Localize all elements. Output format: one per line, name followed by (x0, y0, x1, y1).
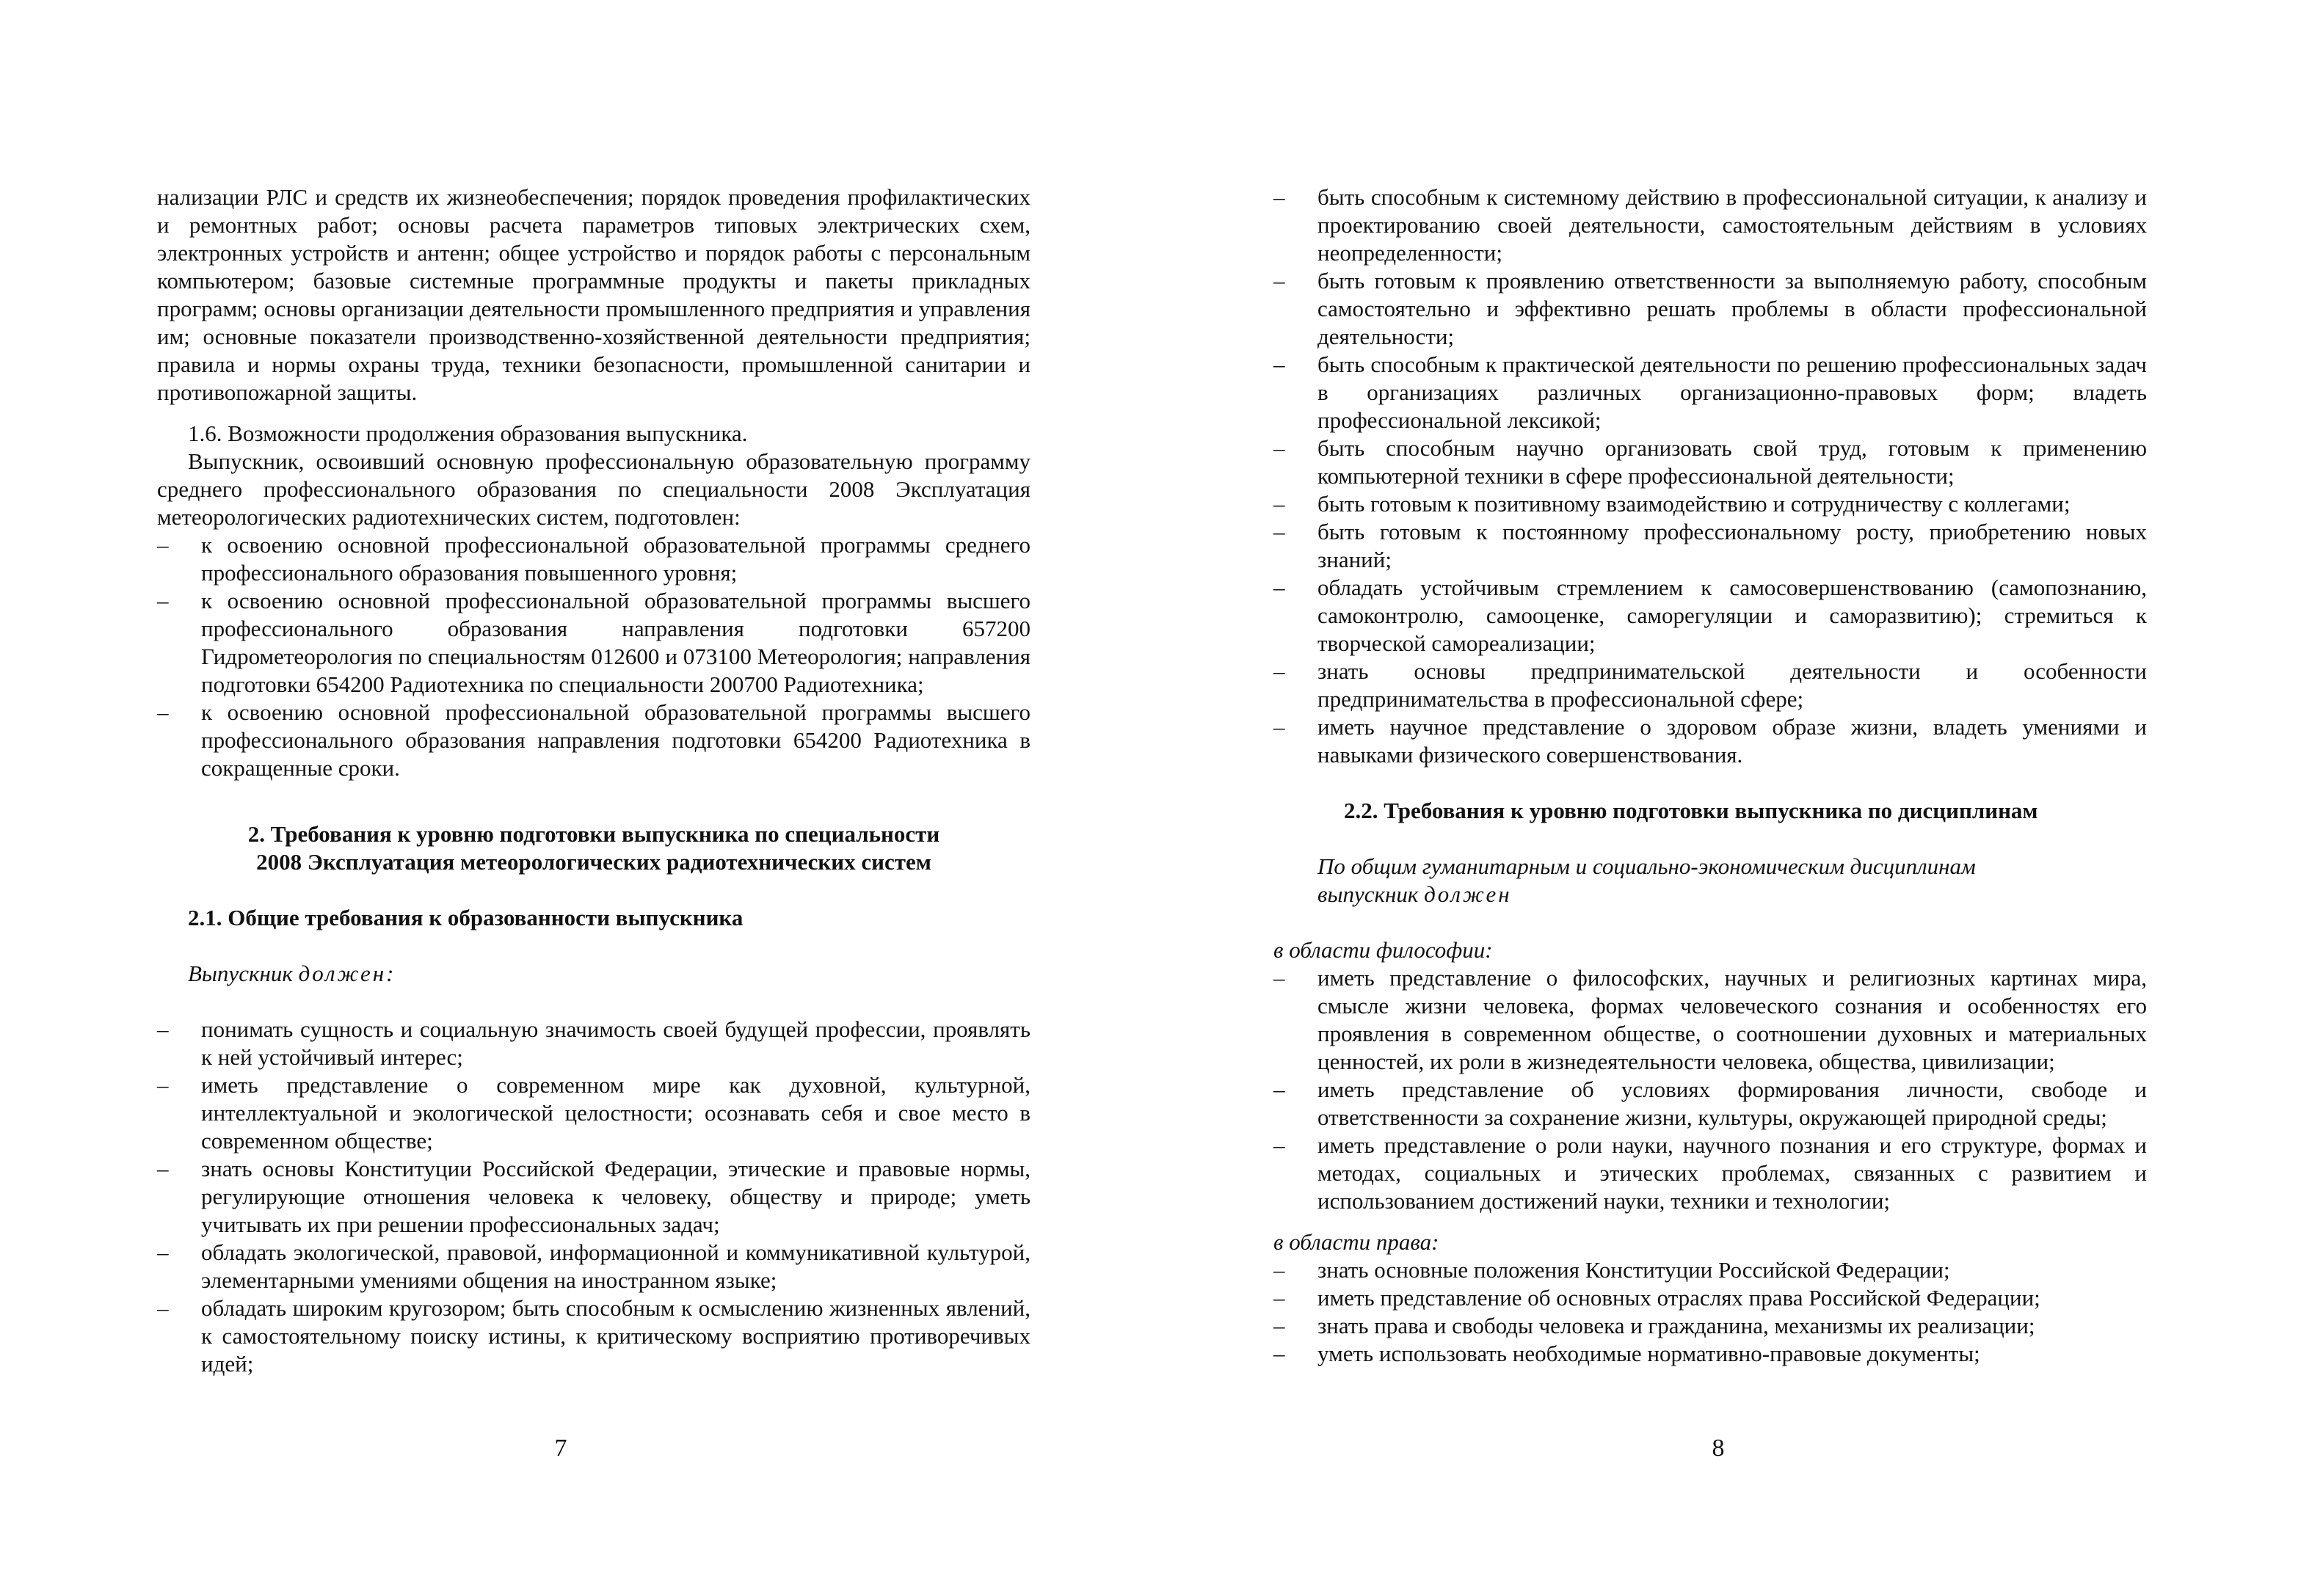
dash-bullet: – (1273, 1313, 1285, 1338)
list-item-text: быть готовым к позитивному взаимодействию и сотрудничеству с коллегами; (1317, 491, 2071, 517)
list-item (1273, 351, 2147, 434)
list-item (1273, 267, 2147, 351)
list-item (1273, 1312, 2147, 1340)
right-text-column (1273, 183, 2147, 1368)
list-item-text: иметь представление о философских, научных и религиозных картинах мира, смысле жизни человека, формах человеческого сознания и особенностях его проявления в современном обществе, о соотношении духовных и материальных ценностей, их роли в жизнедеятельности человека, общества, цивилизации; (1317, 965, 2147, 1074)
law-label: в области права: (1273, 1229, 1439, 1255)
dash-bullet: – (157, 699, 169, 725)
list-item-text: быть готовым к проявлению ответственности за выполняемую работу, способным самостоятельно и эффективно решать проблемы в области профессиональной деятельности; (1317, 268, 2147, 349)
philosophy-label: в области философии: (1273, 937, 1493, 963)
dash-bullet: – (1273, 351, 1285, 377)
dash-bullet: – (1273, 1257, 1285, 1283)
list-item (1273, 964, 2147, 1076)
list-item (1273, 518, 2147, 574)
list-item-text: иметь представление об условиях формирования личности, свободе и ответственности за сохранение жизни, культуры, окружающей природной среды; (1317, 1076, 2147, 1130)
list-item (1273, 1132, 2147, 1215)
dash-bullet: – (157, 588, 169, 613)
list-item (1273, 713, 2147, 769)
section-2-2-title: 2.2. Требования к уровню подготовки выпускника по дисциплинам (1344, 798, 2038, 823)
list-item-text: обладать устойчивым стремлением к самосовершенствованию (самопознанию, самоконтролю, самооценке, саморегуляции и саморазвитию); стремиться к творческой самореализации; (1317, 575, 2147, 656)
dash-bullet: – (1273, 1341, 1285, 1366)
list-item-text: знать основы предпринимательской деятельности и особенности предпринимательства в профессиональной сфере; (1317, 658, 2147, 712)
list-item-text: иметь представление о современном мире как духовной, культурной, интеллектуальной и экологической целостности; осознавать себя и свое место в современном обществе; (201, 1072, 1030, 1154)
page-number-right: 8 (1712, 1435, 1725, 1462)
list-item-text: быть готовым к постоянному профессиональному росту, приобретению новых знаний; (1317, 519, 2147, 572)
dash-bullet: – (1273, 965, 1285, 991)
dash-bullet: – (1273, 575, 1285, 600)
list-item-text: обладать широким кругозором; быть способным к осмыслению жизненных явлений, к самостоятельному поиску истины, к критическому восприятию противоречивых идей; (201, 1295, 1030, 1377)
list-item-text: иметь представление об основных отраслях права Российской Федерации; (1317, 1285, 2040, 1311)
section-2-title-line2: 2008 Эксплуатация метеорологических радиотехнических систем (256, 849, 931, 875)
section-2-title-line1: 2. Требования к уровню подготовки выпускника по специальности (247, 821, 940, 847)
list-item-text: знать права и свободы человека и гражданина, механизмы их реализации; (1317, 1313, 2035, 1338)
list-item (157, 1071, 1030, 1155)
list-item-text: иметь представление о роли науки, научного познания и его структуре, формах и методах, социальных и этических проблемах, связанных с развитием и использованием достижений науки, техники и технологии; (1317, 1132, 2147, 1214)
list-item-text: к освоению основной профессиональной образовательной программы высшего профессионального образования направления подготовки 654200 Радиотехника в сокращенные сроки. (201, 699, 1030, 781)
list-item (157, 699, 1030, 782)
disciplines-note-line1: По общим гуманитарным и социально-экономическим дисциплинам (1317, 853, 1976, 879)
list-item (1273, 490, 2147, 518)
page-right (1156, 0, 2312, 1596)
page-number-left: 7 (554, 1435, 567, 1462)
section-2-title (157, 820, 1030, 876)
dash-bullet: – (1273, 1132, 1285, 1158)
list-item (1273, 183, 2147, 267)
list-item-text: к освоению основной профессиональной образовательной программы высшего профессионального образования направления подготовки 657200 Гидрометеорология по специальностям 012600 и 073100 Метеорология; направления подготовки 654200 Радиотехника по специальности 200700 Радиотехника; (201, 588, 1030, 697)
list-item-text: обладать экологической, правовой, информационной и коммуникативной культурой, элементарными умениями общения на иностранном языке; (201, 1239, 1030, 1293)
disciplines-note (1273, 853, 2147, 908)
list-item-text: иметь научное представление о здоровом образе жизни, владеть умениями и навыками физического совершенствования. (1317, 714, 2147, 768)
list-item-text: знать основы Конституции Российской Федерации, этические и правовые нормы, регулирующие отношения человека к человеку, обществу и природе; уметь учитывать их при решении профессиональных задач; (201, 1156, 1030, 1237)
list-item (1273, 1340, 2147, 1368)
left-text-column (157, 183, 1030, 1378)
section-1-6-paragraph: Выпускник, освоивший основную профессиональную образовательную программу среднего профессионального образования по специальности 2008 Эксплуатация метеорологических радиотехнических систем, подготовлен: (157, 448, 1030, 530)
list-item (1273, 1284, 2147, 1312)
list-item (157, 1016, 1030, 1071)
section-2-1-title: 2.1. Общие требования к образованности выпускника (188, 905, 744, 930)
list-item (1273, 574, 2147, 657)
dash-bullet: – (157, 1295, 169, 1321)
dash-bullet: – (1273, 519, 1285, 544)
list-item (157, 587, 1030, 699)
list-item-text: уметь использовать необходимые нормативно-правовые документы; (1317, 1341, 1980, 1366)
list-item-text: к освоению основной профессиональной образовательной программы среднего профессионального образования повышенного уровня; (201, 532, 1030, 586)
dash-bullet: – (157, 1239, 169, 1265)
list-item-text: знать основные положения Конституции Российской Федерации; (1317, 1257, 1950, 1283)
dash-bullet: – (157, 1016, 169, 1042)
list-item (1273, 1256, 2147, 1284)
dash-bullet: – (1273, 491, 1285, 517)
section-1-6-title: 1.6. Возможности продолжения образования выпускника. (188, 420, 748, 446)
list-item (1273, 1076, 2147, 1132)
list-item (157, 1294, 1030, 1378)
dash-bullet: – (1273, 714, 1285, 740)
list-item (157, 531, 1030, 587)
dash-bullet: – (1273, 268, 1285, 294)
dash-bullet: – (1273, 1285, 1285, 1311)
list-item-text: быть способным научно организовать свой труд, готовым к применению компьютерной техники в сфере профессиональной деятельности; (1317, 435, 2147, 489)
dash-bullet: – (1273, 658, 1285, 684)
list-item (1273, 434, 2147, 490)
dash-bullet: – (157, 1156, 169, 1181)
list-item-text: быть способным к практической деятельности по решению профессиональных задач в организациях различных организационно-правовых форм; владеть профессиональной лексикой; (1317, 351, 2147, 433)
dash-bullet: – (157, 1072, 169, 1098)
dash-bullet: – (1273, 1076, 1285, 1102)
graduate-label: Выпускник должен: (188, 961, 396, 986)
list-item (157, 1239, 1030, 1294)
intro-paragraph: нализации РЛС и средств их жизнеобеспечения; порядок проведения профилактических и ремонтных работ; основы расчета параметров типовых электрических схем, электронных устройств и антенн; общее устройство и порядок работы с персональным компьютером; базовые системные программные продукты и пакеты прикладных программ; основы организации деятельности промышленного предприятия и управления им; основные показатели производственно-хозяйственной деятельности предприятия; правила и нормы охраны труда, техники безопасности, промышленной санитарии и противопожарной защиты. (157, 184, 1030, 405)
list-item (1273, 657, 2147, 713)
disciplines-note-line2: выпускник должен (1317, 881, 1512, 907)
list-item-text: быть способным к системному действию в профессиональной ситуации, к анализу и проектированию своей деятельности, самостоятельным действиям в условиях неопределенности; (1317, 184, 2147, 266)
list-item (157, 1155, 1030, 1239)
dash-bullet: – (1273, 435, 1285, 461)
list-item-text: понимать сущность и социальную значимость своей будущей профессии, проявлять к ней устойчивый интерес; (201, 1016, 1030, 1070)
dash-bullet: – (1273, 184, 1285, 210)
dash-bullet: – (157, 532, 169, 558)
